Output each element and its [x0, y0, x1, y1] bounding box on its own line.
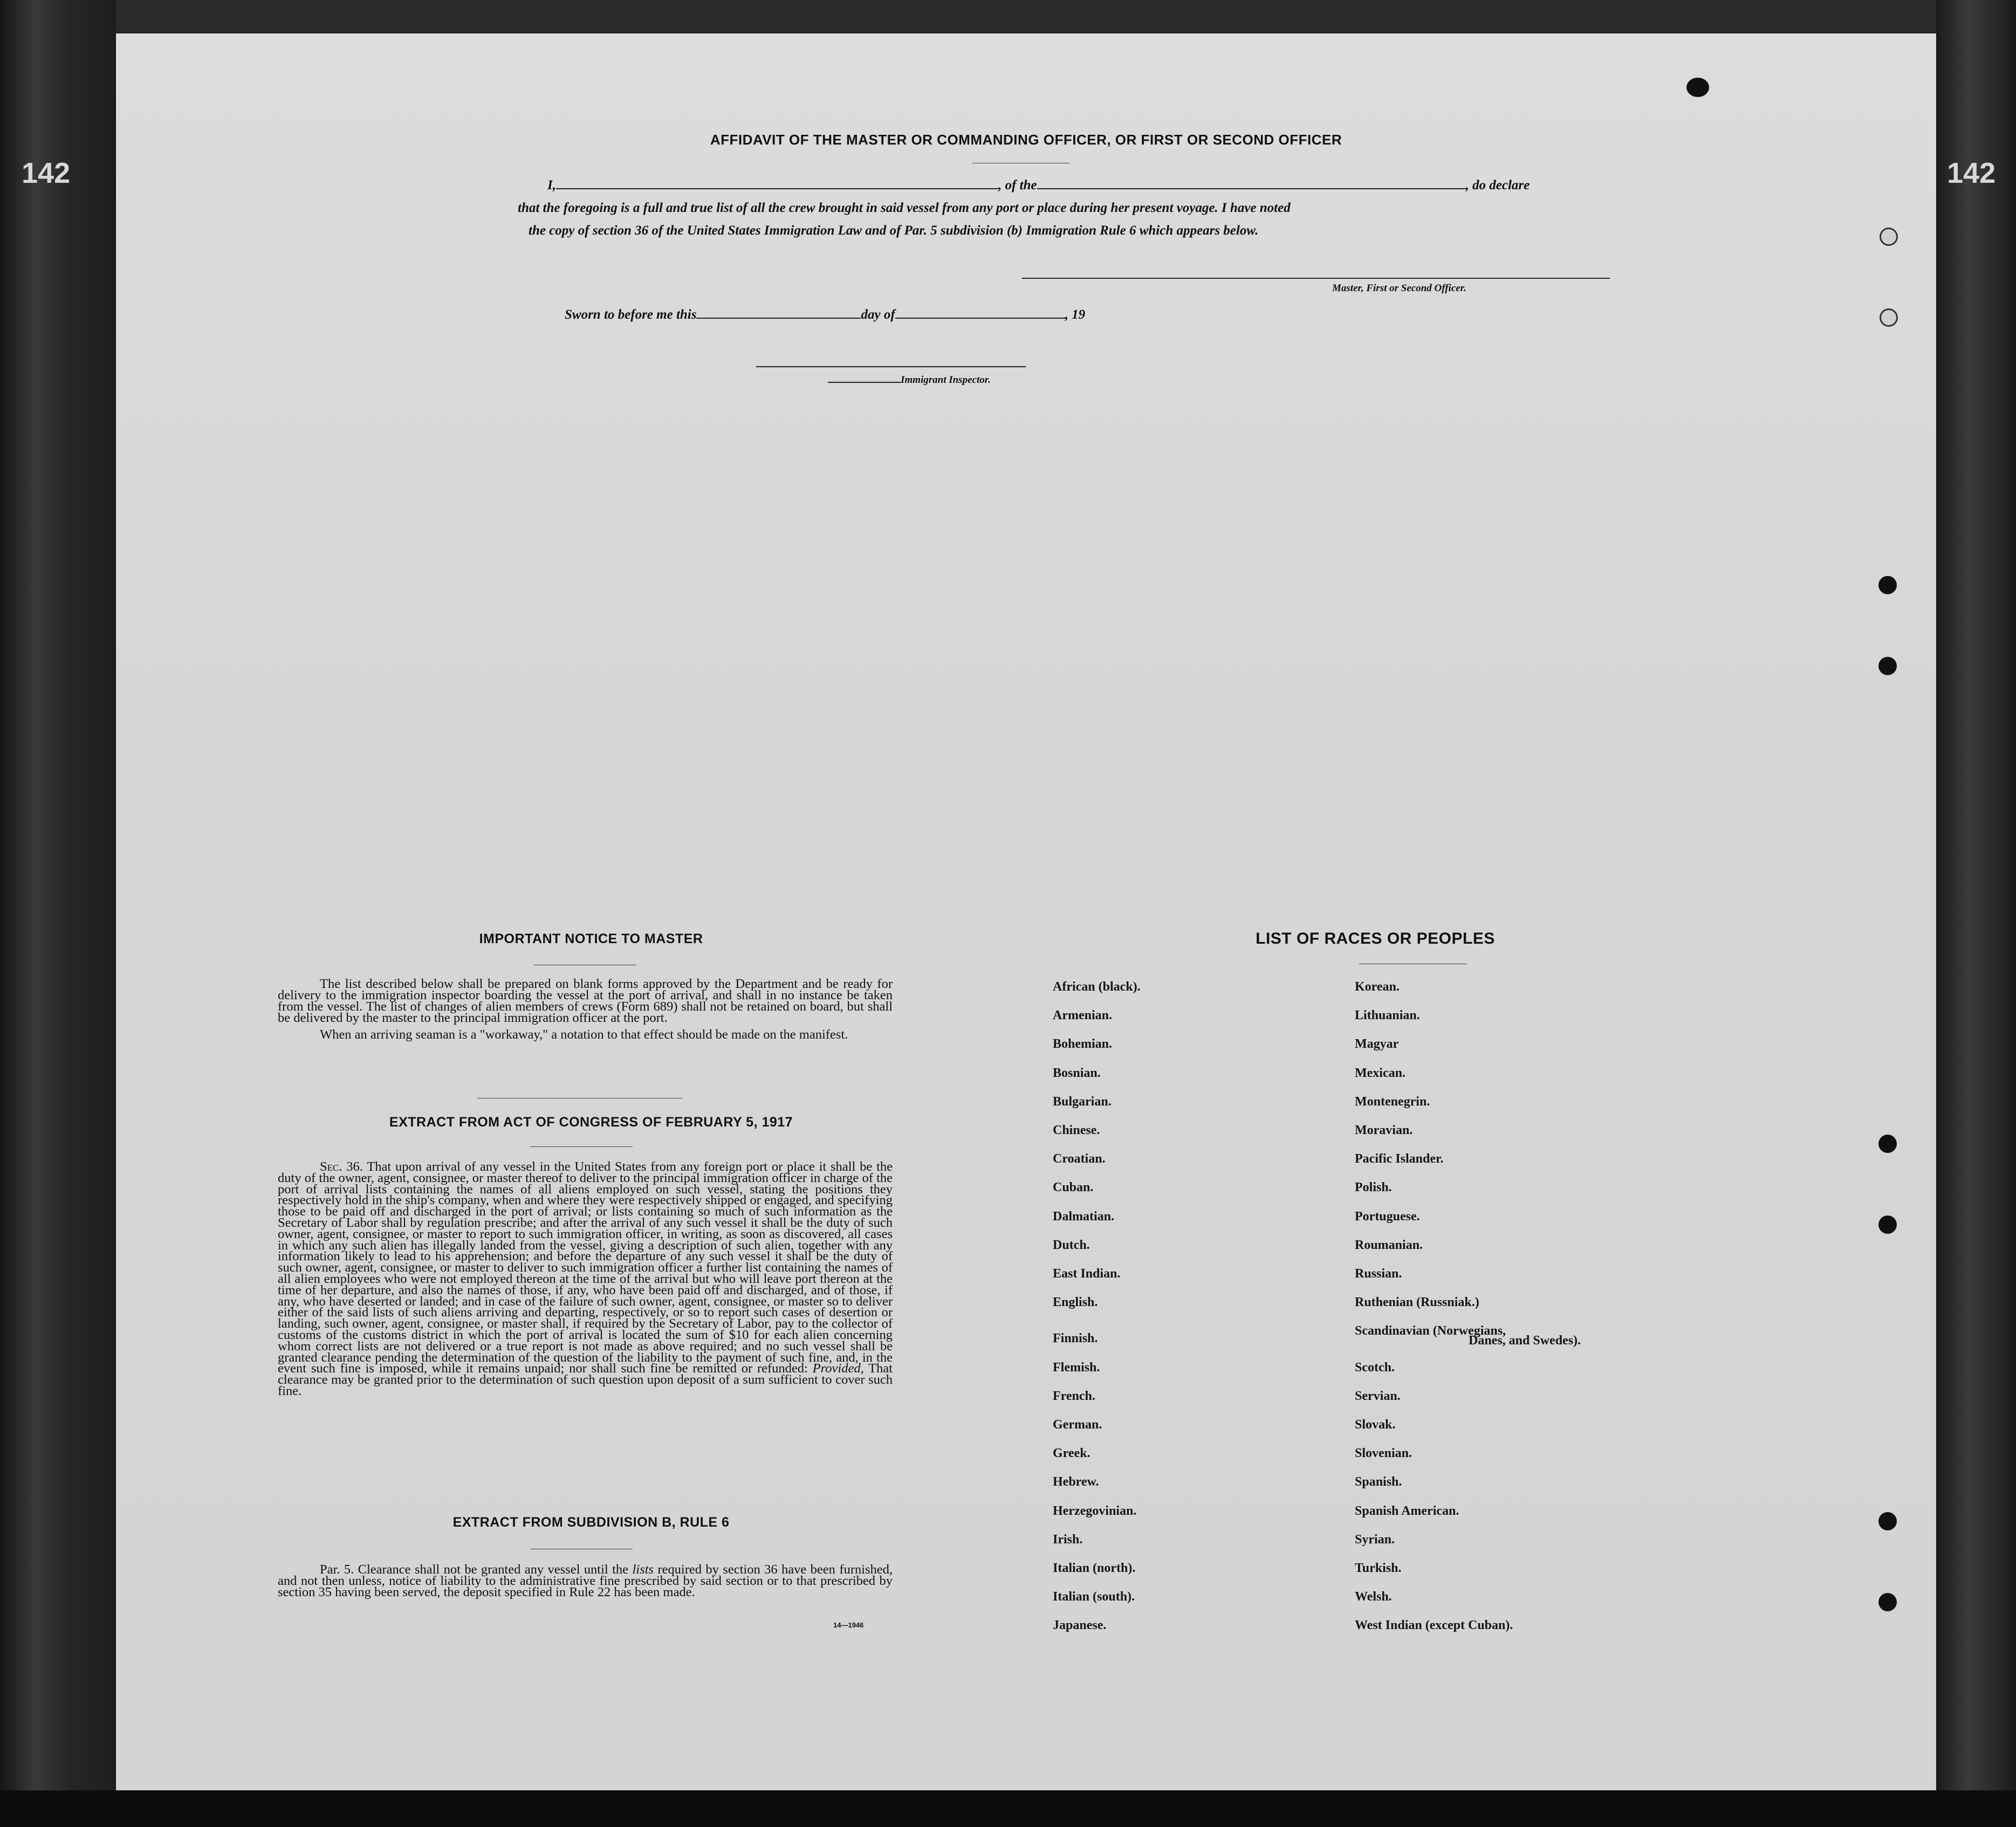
notice-body	[278, 978, 893, 1040]
race-left-item: Dalmatian.	[1053, 1209, 1114, 1224]
name-field[interactable]	[556, 186, 998, 189]
race-right-item: Ruthenian (Russniak.)	[1355, 1295, 1479, 1310]
binder-hole	[1878, 1512, 1897, 1530]
affidavit-line-3: the copy of section 36 of the United States Immigration Law and of Par. 5 subdivision (b) Immigration Rule 6 which appears below.	[529, 223, 1259, 238]
provided-label: Provided,	[812, 1361, 864, 1376]
ink-blot	[1686, 78, 1709, 97]
race-right-item: Roumanian.	[1355, 1238, 1423, 1252]
race-left-item: Dutch.	[1053, 1238, 1090, 1252]
form-code: 14—1946	[833, 1621, 864, 1629]
race-left-item: Italian (north).	[1053, 1561, 1136, 1575]
notice-paragraph-1: The list described below shall be prepared on blank forms approved by the Department and be ready for delivery to the immigration inspector boarding the vessel at the port of arrival, and shall in no instance be taken from the vessel. The list of changes of alien members of crews (Form 689) shall not be retained on board, but shall be delivered by the master to the principal immigration officer at the port.	[278, 977, 893, 1025]
race-left-item: African (black).	[1053, 980, 1141, 994]
lists-word: lists	[632, 1562, 654, 1577]
signature-line[interactable]	[1022, 278, 1610, 279]
right-tab-number: 142	[1947, 157, 1996, 189]
notice-paragraph-2: When an arriving seaman is a "workaway," a notation to that effect should be made on the manifest.	[320, 1027, 848, 1042]
races-title: LIST OF RACES OR PEOPLES	[1256, 930, 1495, 947]
i-label: I,	[547, 178, 556, 193]
act-extract-body	[278, 1159, 893, 1398]
affidavit-declaration-line	[547, 178, 1530, 193]
race-right-item: Korean.	[1355, 980, 1400, 994]
race-right-item: Mexican.	[1355, 1066, 1405, 1080]
race-right-item: Lithuanian.	[1355, 1008, 1420, 1023]
act-extract-text: That upon arrival of any vessel in the United States from any foreign port or place it shall be the duty of the owner, agent, consignee, or master thereof to deliver to the principal immigration officer in charge of the port of arrival lists containing the names of all aliens employed on such vessel, stating the positions they respectively hold in the ship's company, when and where they were respectively shipped or engaged, and specifying those to be paid off and discharged in the port of arrival; or lists containing so much of such information as the Secretary of Labor shall by regulation prescribe; and after the arrival of any such vessel it shall be the duty of such owner, agent, consignee, or master to report to such immigration officer, in writing, as soon as discovered, all cases in which any such alien has illegally landed from the vessel, giving a description of such alien, together with any information likely to lead to his apprehension; and before the departure of any such vessel it shall be the duty of such owner, agent, consignee, or master to deliver to such immigration officer a further list containing the names of all alien employees who were not employed thereon at the time of the arrival but who will leave port thereon at the time of her departure, and also the names of those, if any, who have been paid off and discharged, and of those, if any, who have deserted or landed; and in case of the failure of such owner, agent, consignee, or master so to deliver either of the said lists of such aliens arriving and departing, respectively, or so to report such cases of desertion or landing, such owner, agent, consignee, or master shall, if required by the Secretary of Labor, pay to the collector of customs of the customs district in which the port of arrival is located the sum of $10 for each alien concerning whom correct lists are not delivered or a true report is not made as above required; and no such vessel shall be granted clearance pending the determination of the question of the liability to the payment of such fine, and, in the event such fine is imposed, while it remains unpaid; nor shall such fine be remitted or refunded:	[278, 1159, 893, 1376]
binder-hole	[1878, 1215, 1897, 1234]
race-left-item: Flemish.	[1053, 1360, 1100, 1375]
race-left-item: English.	[1053, 1295, 1098, 1310]
scan-edge-left	[0, 0, 116, 1827]
race-left-item: Italian (south).	[1053, 1590, 1135, 1604]
race-left-item: French.	[1053, 1389, 1095, 1403]
race-left-item: Finnish.	[1053, 1331, 1098, 1346]
sworn-day-field[interactable]	[696, 315, 861, 319]
act-extract-paragraph	[278, 1159, 893, 1398]
rule-extract-title: EXTRACT FROM SUBDIVISION B, RULE 6	[452, 1515, 730, 1530]
race-left-item: Hebrew.	[1053, 1475, 1099, 1489]
race-right-item: Welsh.	[1355, 1590, 1392, 1604]
race-right-item: Turkish.	[1355, 1561, 1402, 1575]
race-left-item: Bosnian.	[1053, 1066, 1101, 1080]
vessel-field[interactable]	[1037, 186, 1466, 189]
binder-hole	[1878, 1593, 1897, 1611]
binder-hole	[1880, 308, 1898, 327]
scan-edge-right	[1936, 0, 2016, 1827]
of-the-label: , of the	[998, 178, 1037, 193]
scan-edge-bottom	[0, 1790, 2016, 1827]
year-label: , 19	[1065, 307, 1086, 322]
inspector-caption	[828, 374, 991, 386]
race-left-item: Irish.	[1053, 1532, 1083, 1547]
race-left-item: Greek.	[1053, 1446, 1091, 1461]
race-right-item: Polish.	[1355, 1180, 1392, 1195]
race-right-item: Scandinavian (Norwegians,	[1355, 1324, 1506, 1338]
race-left-item: Bulgarian.	[1053, 1094, 1112, 1109]
race-right-item: Montenegrin.	[1355, 1094, 1430, 1109]
affidavit-title: AFFIDAVIT OF THE MASTER OR COMMANDING OFFICER, OR FIRST OR SECOND OFFICER	[710, 132, 1342, 148]
binder-hole	[1878, 1135, 1897, 1153]
inspector-caption-rule	[828, 381, 901, 383]
race-right-item: Pacific Islander.	[1355, 1152, 1444, 1166]
race-left-item: Japanese.	[1053, 1618, 1107, 1633]
race-right-item: Servian.	[1355, 1389, 1401, 1403]
binder-hole	[1878, 576, 1897, 594]
race-left-item: German.	[1053, 1418, 1102, 1432]
binder-hole	[1880, 228, 1898, 246]
section-label: Sec. 36.	[320, 1159, 363, 1174]
race-right-item: Syrian.	[1355, 1532, 1395, 1547]
act-extract-title: EXTRACT FROM ACT OF CONGRESS OF FEBRUARY 5, 1917	[389, 1115, 793, 1130]
race-right-item: Moravian.	[1355, 1123, 1413, 1137]
race-left-item: Armenian.	[1053, 1008, 1112, 1023]
race-right-item: Slovenian.	[1355, 1446, 1412, 1461]
race-left-item: Chinese.	[1053, 1123, 1100, 1137]
race-right-item: Slovak.	[1355, 1418, 1396, 1432]
notice-title: IMPORTANT NOTICE TO MASTER	[479, 931, 703, 946]
do-declare-label: , do declare	[1465, 178, 1530, 193]
race-left-item: Bohemian.	[1053, 1037, 1113, 1052]
race-left-item: Herzegovinian.	[1053, 1503, 1137, 1518]
race-right-item: Magyar	[1355, 1037, 1399, 1052]
act-title-rule	[530, 1146, 633, 1147]
race-right-item: Scotch.	[1355, 1360, 1395, 1375]
inspector-caption-text: Immigrant Inspector.	[901, 374, 991, 386]
rule-extract-paragraph	[278, 1564, 893, 1598]
race-right-item: West Indian (except Cuban).	[1355, 1618, 1513, 1633]
sworn-line	[565, 307, 1085, 322]
binder-hole	[1878, 657, 1897, 675]
race-right-item: Spanish.	[1355, 1475, 1402, 1489]
day-of-label: day of	[861, 307, 895, 322]
race-right-item: Portuguese.	[1355, 1209, 1420, 1224]
affidavit-line-2: that the foregoing is a full and true list of all the crew brought in said vessel from any port or place during her present voyage. I have noted	[518, 201, 1291, 215]
race-right-item: Spanish American.	[1355, 1503, 1459, 1518]
race-left-item: East Indian.	[1053, 1267, 1121, 1281]
race-right-item: Russian.	[1355, 1267, 1402, 1281]
sworn-month-field[interactable]	[895, 315, 1065, 319]
sworn-label: Sworn to before me this	[565, 307, 697, 322]
race-left-item: Cuban.	[1053, 1180, 1094, 1195]
rule-text-after: required by section 36 have been furnished, and not then unless, notice of liability to the administrative fine prescribed by said section or to that prescribed by section 35 having been served, the deposit specified in Rule 22 has been made.	[278, 1562, 893, 1599]
signature-caption: Master, First or Second Officer.	[1332, 283, 1466, 294]
rule-extract-body	[278, 1564, 893, 1598]
provided-text: That clearance may be granted prior to the determination of such question upon deposit of a sum sufficient to cover such fine.	[278, 1361, 893, 1398]
rule-text-before: Par. 5. Clearance shall not be granted any vessel until the	[320, 1562, 629, 1577]
race-scandinavian-continued: Danes, and Swedes).	[1469, 1334, 1581, 1348]
left-tab-number: 142	[22, 157, 71, 189]
inspector-signature-line[interactable]	[756, 366, 1026, 367]
race-left-item: Croatian.	[1053, 1152, 1106, 1166]
document-page	[116, 33, 1936, 1790]
